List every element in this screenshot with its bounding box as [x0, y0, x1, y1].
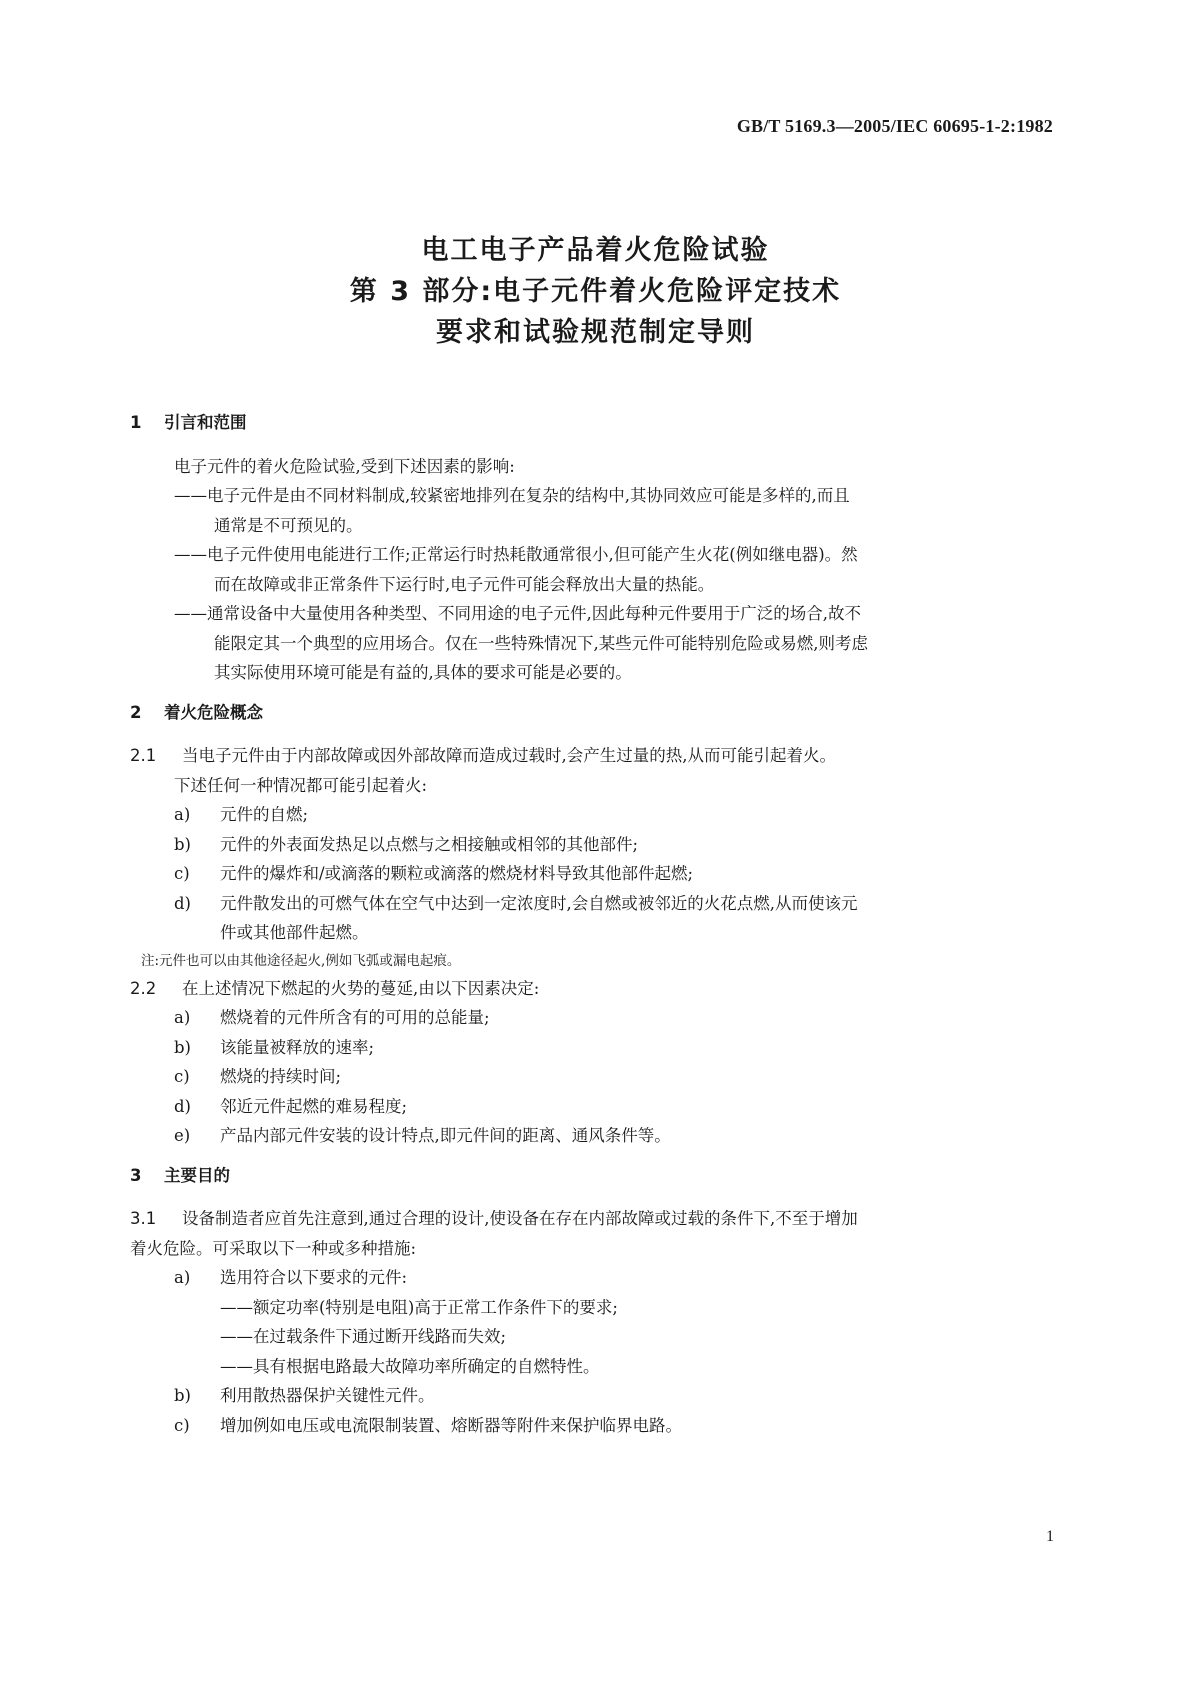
clause-number: 2.2 — [130, 978, 157, 998]
list-item — [130, 1033, 1060, 1063]
dash-item: ——电子元件使用电能进行工作;正常运行时热耗散通常很小,但可能产生火花(例如继电器)。然 — [174, 545, 858, 564]
section-number: 1 — [130, 413, 142, 432]
document-title — [0, 230, 1191, 353]
list-item — [130, 830, 1060, 860]
clause-2-1 — [130, 741, 1060, 771]
clause-text: 在上述情况下燃起的火势的蔓延,由以下因素决定: — [182, 978, 540, 998]
standard-code: GB/T 5169.3—2005/IEC 60695-1-2:1982 — [736, 116, 1053, 136]
section-title: 着火危险概念 — [164, 702, 263, 722]
list-item — [130, 1092, 1060, 1122]
list-text: 元件的爆炸和/或滴落的颗粒或滴落的燃烧材料导致其他部件起燃; — [220, 864, 694, 883]
list-label: d) — [174, 893, 191, 913]
list-label: d) — [174, 1096, 191, 1116]
paragraph: 下述任何一种情况都可能引起着火: — [174, 775, 428, 795]
dash-item: ——额定功率(特别是电阻)高于正常工作条件下的要求; — [220, 1297, 618, 1317]
list-item-cont: 件或其他部件起燃。 — [220, 923, 369, 942]
list-text: 利用散热器保护关键性元件。 — [220, 1386, 435, 1405]
title-line-3: 要求和试验规范制定导则 — [436, 317, 755, 348]
list-text: 燃烧着的元件所含有的可用的总能量; — [220, 1008, 490, 1027]
list-text: 元件散发出的可燃气体在空气中达到一定浓度时,会自燃或被邻近的火花点燃,从而使该元 — [220, 893, 858, 913]
list-text: 该能量被释放的速率; — [220, 1037, 375, 1057]
list-item — [130, 1121, 1060, 1151]
dash-item-cont: 通常是不可预见的。 — [214, 515, 363, 535]
clause-text: 当电子元件由于内部故障或因外部故障而造成过载时,会产生过量的热,从而可能引起着火。 — [182, 746, 836, 765]
list-text: 燃烧的持续时间; — [220, 1067, 342, 1086]
paragraph: 着火危险。可采取以下一种或多种措施: — [130, 1238, 417, 1258]
list-label: a) — [174, 1008, 191, 1027]
list-text: 元件的自燃; — [220, 805, 309, 824]
page-number: 1 — [1046, 1528, 1054, 1545]
dash-item-cont: 而在故障或非正常条件下运行时,电子元件可能会释放出大量的热能。 — [214, 574, 715, 594]
list-text: 邻近元件起燃的难易程度; — [220, 1096, 408, 1116]
list-label: e) — [174, 1126, 191, 1145]
clause-2-2 — [130, 974, 1060, 1004]
list-text: 产品内部元件安装的设计特点,即元件间的距离、通风条件等。 — [220, 1126, 671, 1145]
section-3-heading — [130, 1161, 1060, 1191]
paragraph: 电子元件的着火危险试验,受到下述因素的影响: — [174, 456, 515, 476]
dash-item: ——具有根据电路最大故障功率所确定的自燃特性。 — [220, 1356, 600, 1376]
list-label: b) — [174, 1386, 191, 1405]
document-body — [130, 408, 1060, 1440]
title-line-2: 第 3 部分:电子元件着火危险评定技术 — [349, 276, 842, 307]
list-label: a) — [174, 1268, 191, 1287]
list-item — [130, 1411, 1060, 1441]
list-label: a) — [174, 805, 191, 824]
section-title: 主要目的 — [164, 1165, 230, 1185]
section-number: 2 — [130, 702, 142, 722]
list-item — [130, 1263, 1060, 1293]
list-item — [130, 859, 1060, 889]
dash-item: ——在过载条件下通过断开线路而失效; — [220, 1327, 507, 1346]
list-item — [130, 1062, 1060, 1092]
title-line-1: 电工电子产品着火危险试验 — [421, 235, 770, 266]
dash-item-cont: 能限定其一个典型的应用场合。仅在一些特殊情况下,某些元件可能特别危险或易燃,则考虑 — [214, 633, 868, 653]
section-2-heading — [130, 698, 1060, 728]
dash-item-cont: 其实际使用环境可能是有益的,具体的要求可能是必要的。 — [214, 663, 632, 682]
list-text: 选用符合以下要求的元件: — [220, 1268, 408, 1287]
list-text: 增加例如电压或电流限制装置、熔断器等附件来保护临界电路。 — [220, 1415, 682, 1435]
clause-3-1 — [130, 1204, 1060, 1234]
dash-item: ——电子元件是由不同材料制成,较紧密地排列在复杂的结构中,其协同效应可能是多样的,而且 — [174, 486, 850, 505]
list-item — [130, 800, 1060, 830]
list-label: b) — [174, 1037, 191, 1057]
list-item — [130, 889, 1060, 919]
list-item — [130, 1003, 1060, 1033]
list-label: c) — [174, 1067, 190, 1086]
list-label: c) — [174, 864, 190, 883]
clause-text: 设备制造者应首先注意到,通过合理的设计,使设备在存在内部故障或过载的条件下,不至于增加 — [182, 1209, 858, 1228]
list-label: b) — [174, 834, 191, 854]
list-text: 元件的外表面发热足以点燃与之相接触或相邻的其他部件; — [220, 834, 639, 854]
list-item — [130, 1381, 1060, 1411]
clause-number: 3.1 — [130, 1209, 157, 1228]
clause-number: 2.1 — [130, 746, 157, 765]
note: 注:元件也可以由其他途径起火,例如飞弧或漏电起痕。 — [141, 952, 461, 969]
section-number: 3 — [130, 1165, 142, 1185]
list-label: c) — [174, 1415, 190, 1435]
section-1-heading — [130, 408, 1060, 438]
dash-item: ——通常设备中大量使用各种类型、不同用途的电子元件,因此每种元件要用于广泛的场合,故不 — [174, 604, 861, 623]
section-title: 引言和范围 — [164, 413, 247, 432]
